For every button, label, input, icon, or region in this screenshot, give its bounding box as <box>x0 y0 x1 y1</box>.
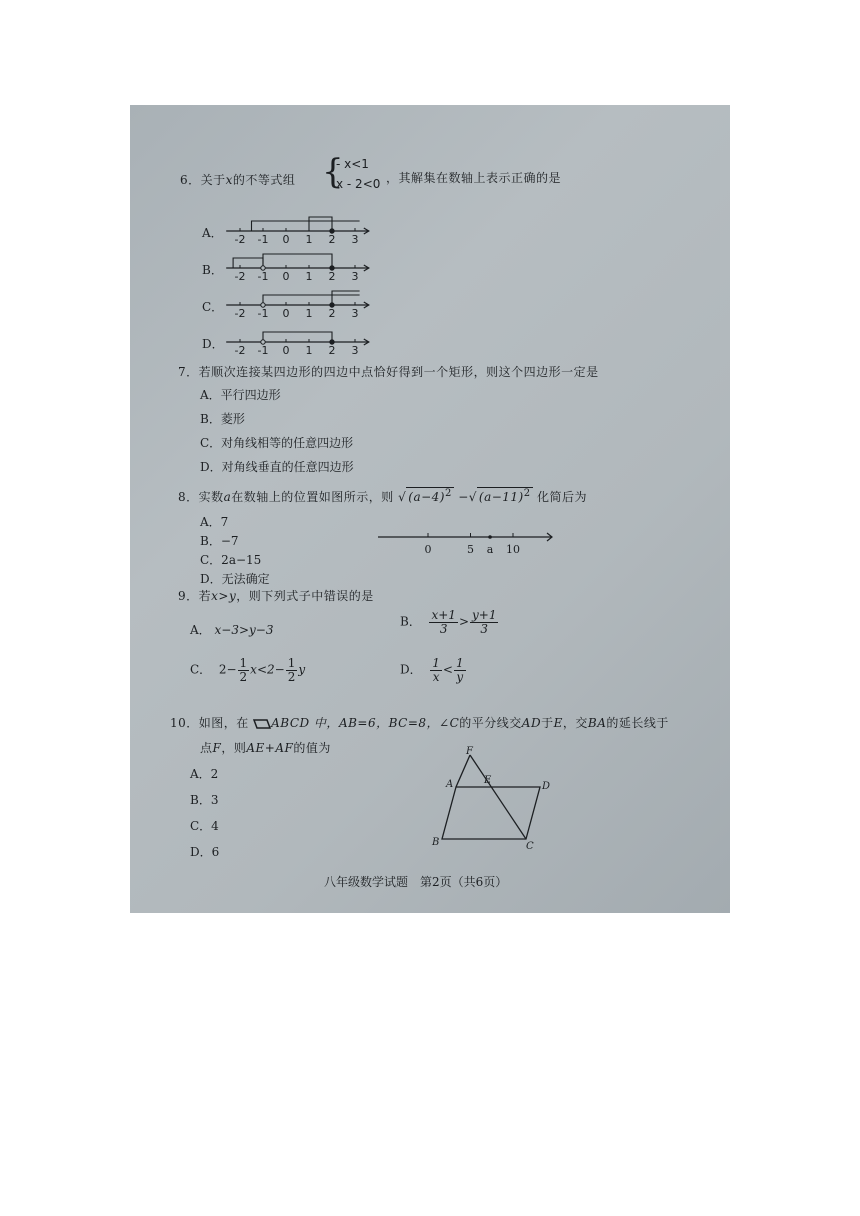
q7-option-b: B．菱形 <box>200 412 245 426</box>
endpoint-left <box>261 340 265 344</box>
q8-option-c: C．2a−15 <box>200 553 262 567</box>
label-f: F <box>466 746 473 757</box>
axis-tick-label: 3 <box>351 233 359 246</box>
label-c: C <box>526 841 534 852</box>
q9-option-a: A． x−3>y−3 <box>190 623 274 637</box>
q6-brace: { <box>322 152 344 192</box>
bisector-cf <box>470 755 526 839</box>
endpoint-right <box>330 266 334 270</box>
label-d: D <box>542 781 551 792</box>
solution-bracket <box>233 258 263 268</box>
q6-axis-1 <box>202 254 369 283</box>
solution-bracket <box>263 295 360 305</box>
axis-tick-label: 0 <box>282 344 290 357</box>
axis-tick-label: -2 <box>234 270 246 283</box>
axis-tick-label: 3 <box>351 344 359 357</box>
solution-bracket <box>252 221 360 231</box>
q6-stem: 6．关于x的不等式组 <box>180 173 296 187</box>
axis-tick-label: 2 <box>328 307 336 320</box>
q6-stem-end: ，其解集在数轴上表示正确的是 <box>386 171 562 185</box>
axis-tick-label: -1 <box>257 307 269 320</box>
axis-tick-label: -2 <box>234 344 246 357</box>
label-b: B <box>432 837 440 848</box>
axis-tick-label: 3 <box>351 307 359 320</box>
q10-stem-line2: 点F，则AE+AF的值为 <box>200 741 331 755</box>
axis-tick-label: 1 <box>305 344 313 357</box>
axis-tick-label: 0 <box>282 270 290 283</box>
endpoint-right <box>330 229 334 233</box>
q9-stem: 9．若x>y，则下列式子中错误的是 <box>178 589 374 603</box>
axis-tick-label: 1 <box>305 233 313 246</box>
parallelogram-icon <box>253 719 271 729</box>
page-footer: 八年级数学试题 第2页（共6页） <box>324 875 508 889</box>
solution-bracket <box>309 217 332 231</box>
q6-option-label: B． <box>202 263 223 277</box>
q10-option-a: A．2 <box>190 767 219 781</box>
axis-tick-label: 5 <box>467 543 474 556</box>
point-a <box>488 535 492 539</box>
solution-bracket <box>263 254 332 268</box>
q6-option-label: C． <box>202 300 224 314</box>
axis-tick-label: -2 <box>234 307 246 320</box>
q8-option-d: D．无法确定 <box>200 572 270 586</box>
label-a: A <box>446 779 454 790</box>
endpoint-right <box>330 340 334 344</box>
axis-tick-label: 0 <box>282 307 290 320</box>
q9-option-d: D． $\frac{1}{x}$ < $\frac{1}{y}$ <box>400 656 464 684</box>
parallelogram-abcd <box>442 787 540 839</box>
label-e: E <box>484 775 492 786</box>
axis-tick-label: 1 <box>305 270 313 283</box>
q6-axis-2 <box>202 291 369 320</box>
axis-tick-label: 2 <box>328 233 336 246</box>
scanned-exam-page <box>130 105 730 913</box>
q6-axis-3 <box>202 332 369 357</box>
q10-option-c: C．4 <box>190 819 219 833</box>
q6-eq2: x - 2<0 <box>336 177 381 191</box>
endpoint-left <box>261 303 265 307</box>
axis-tick-label: 3 <box>351 270 359 283</box>
q7-stem: 7．若顺次连接某四边形的四边中点恰好得到一个矩形，则这个四边形一定是 <box>178 365 599 379</box>
q7-option-a: A．平行四边形 <box>200 388 281 402</box>
axis-tick-label: -1 <box>257 344 269 357</box>
axis-tick-label: 2 <box>328 344 336 357</box>
axis-tick-label: a <box>486 543 494 556</box>
q8-option-a: A．7 <box>200 515 229 529</box>
q8-number-line <box>376 525 558 559</box>
q6-number-lines <box>190 205 390 357</box>
q8-option-b: B．−7 <box>200 534 239 548</box>
q10-option-b: B．3 <box>190 793 219 807</box>
q7-option-c: C．对角线相等的任意四边形 <box>200 436 354 450</box>
axis-tick-label: 1 <box>305 307 313 320</box>
q9-option-b: B． $\frac{x+1}{3}$ > $\frac{y+1}{3}$ <box>400 608 497 636</box>
q6-option-label: A． <box>202 226 223 240</box>
q6-eq1: - x<1 <box>336 157 369 171</box>
axis-tick-label: -1 <box>257 233 269 246</box>
solution-bracket <box>263 332 332 342</box>
axis-tick-label: 0 <box>282 233 290 246</box>
axis-tick-label: -2 <box>234 233 246 246</box>
q10-stem-line1: 10．如图，在 ABCD 中，AB=6，BC=8，∠C的平分线交AD于E，交BA的延长线于 <box>170 716 669 730</box>
q10-option-d: D．6 <box>190 845 220 859</box>
q6-axis-0 <box>201 217 369 246</box>
endpoint-right <box>330 303 334 307</box>
axis-tick-label: 10 <box>506 543 520 556</box>
q10-parallelogram-figure <box>426 745 566 851</box>
q6-option-label: D． <box>202 337 224 351</box>
extension-af <box>456 755 470 787</box>
q8-stem: 8．实数a在数轴上的位置如图所示，则 √ $(a-4)^2$ −√ $(a-11)^2$ 化简后为 <box>178 488 587 504</box>
axis-tick-label: 2 <box>328 270 336 283</box>
q7-option-d: D．对角线垂直的任意四边形 <box>200 460 354 474</box>
endpoint-left <box>261 266 265 270</box>
axis-tick-label: 0 <box>424 543 432 556</box>
q9-option-c: C． 2− $\frac{1}{2}$ x<2− $\frac{1}{2}$ y <box>190 656 306 684</box>
axis-tick-label: -1 <box>257 270 269 283</box>
